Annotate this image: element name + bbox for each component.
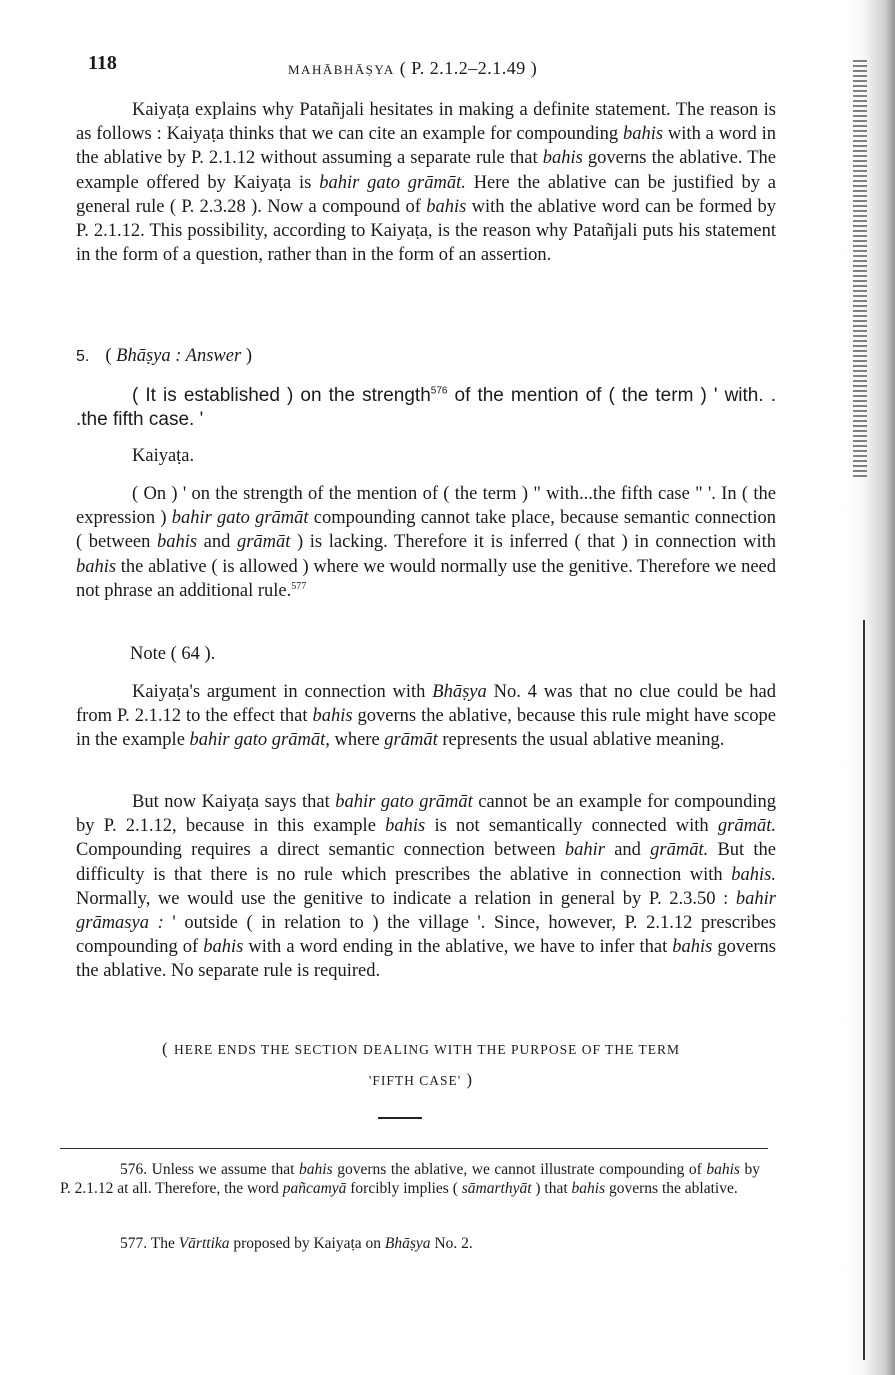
closing-line-1: HERE ENDS THE SECTION DEALING WITH THE PURPOSE OF THE TERM xyxy=(173,1042,680,1057)
footnote-number: 577. xyxy=(120,1235,148,1252)
section-number: 5. xyxy=(76,348,90,365)
section-title: Bhāṣya : Answer xyxy=(116,346,242,366)
kaiyata-commentary: ( On ) ' on the strength of the mention of ( the term ) " with...the fifth case " '. In ( the expression ) bahir gato grāmāt compounding cannot take place, because semantic connection ( between bahis and grāmāt ) is lacking. Therefore it is inferred ( that ) in connection with bahis the ablative ( is allowed ) where we would normally use the genitive. Therefore we need not phrase an additional rule.$^{577}$ xyxy=(76,484,776,601)
kaiyata-heading: Kaiyaṭa. xyxy=(132,446,195,466)
running-head-reference: ( P. 2.1.2–2.1.49 ) xyxy=(399,58,538,78)
bhasya-answer-translation: ( It is established ) on the strength$^{576}$ of the mention of ( the term ) ' with. . .the fifth case. ' xyxy=(76,385,776,430)
scan-edge-line xyxy=(863,620,865,1360)
footnote-576: 576. Unless we assume that bahis governs the ablative, we cannot illustrate compounding of bahis by P. 2.1.12 at all. Therefore, the word pañcamyā forcibly implies ( sāmarthyāt ) that bahis governs the ablative. xyxy=(60,1161,761,1197)
running-head xyxy=(288,58,537,79)
closing-line-2: 'FIFTH CASE' xyxy=(368,1073,462,1088)
note-heading: Note ( 64 ). xyxy=(130,644,216,664)
section-end-rule xyxy=(378,1117,422,1119)
scan-edge-artifact xyxy=(853,60,867,480)
running-head-title: MAHĀBHĀṢYA xyxy=(288,62,395,77)
footnote-ref-577: 577 xyxy=(291,580,307,592)
scan-edge-shadow xyxy=(843,0,895,1375)
section-heading-5: 5. ( Bhāṣya : Answer ) xyxy=(76,346,252,366)
page-header xyxy=(88,52,778,82)
footnote-577: 577. The Vārttika proposed by Kaiyaṭa on Bhāṣya No. 2. xyxy=(120,1235,473,1252)
footnote-separator xyxy=(60,1148,768,1149)
paragraph-kaiyata-explains: Kaiyaṭa explains why Patañjali hesitates in making a definite statement. The reason is as follows : Kaiyaṭa thinks that we can cite an example for compounding bahis with a word in the ablative by P. 2.1.12 without assuming a separate rule that bahis governs the ablative. The example offered by Kaiyaṭa is bahir gato grāmāt. Here the ablative can be justified by a general rule ( P. 2.3.28 ). Now a compound of bahis with the ablative word can be formed by P. 2.1.12. This possibility, according to Kaiyaṭa, is the reason why Patañjali puts his statement in the form of a question, rather than in the form of an assertion. xyxy=(76,100,776,266)
note-paragraph-1: Kaiyaṭa's argument in connection with Bhāṣya No. 4 was that no clue could be had from P. 2.1.12 to the effect that bahis governs the ablative, because this rule might have scope in the example bahir gato grāmāt, where grāmāt represents the usual ablative meaning. xyxy=(76,682,776,751)
footnote-ref-576: 576 xyxy=(430,385,448,397)
note-paragraph-2: But now Kaiyaṭa says that bahir gato grāmāt cannot be an example for compounding by P. 2.1.12, because in this example bahis is not semantically connected with grāmāt. Compounding requires a direct semantic connection between bahir and grāmāt. But the difficulty is that there is no rule which prescribes the ablative in connection with bahis. Normally, we would use the genitive to indicate a relation in general by P. 2.3.50 : bahir grāmasya : ' outside ( in relation to ) the village '. Since, however, P. 2.1.12 prescribes compounding of bahis with a word ending in the ablative, we have to infer that bahis governs the ablative. No separate rule is required. xyxy=(76,792,776,982)
footnote-number: 576. xyxy=(120,1161,148,1178)
page-number: 118 xyxy=(88,52,117,74)
section-closing-statement: ( HERE ENDS THE SECTION DEALING WITH THE PURPOSE OF THE TERM 'FIFTH CASE' ) xyxy=(162,1039,680,1089)
